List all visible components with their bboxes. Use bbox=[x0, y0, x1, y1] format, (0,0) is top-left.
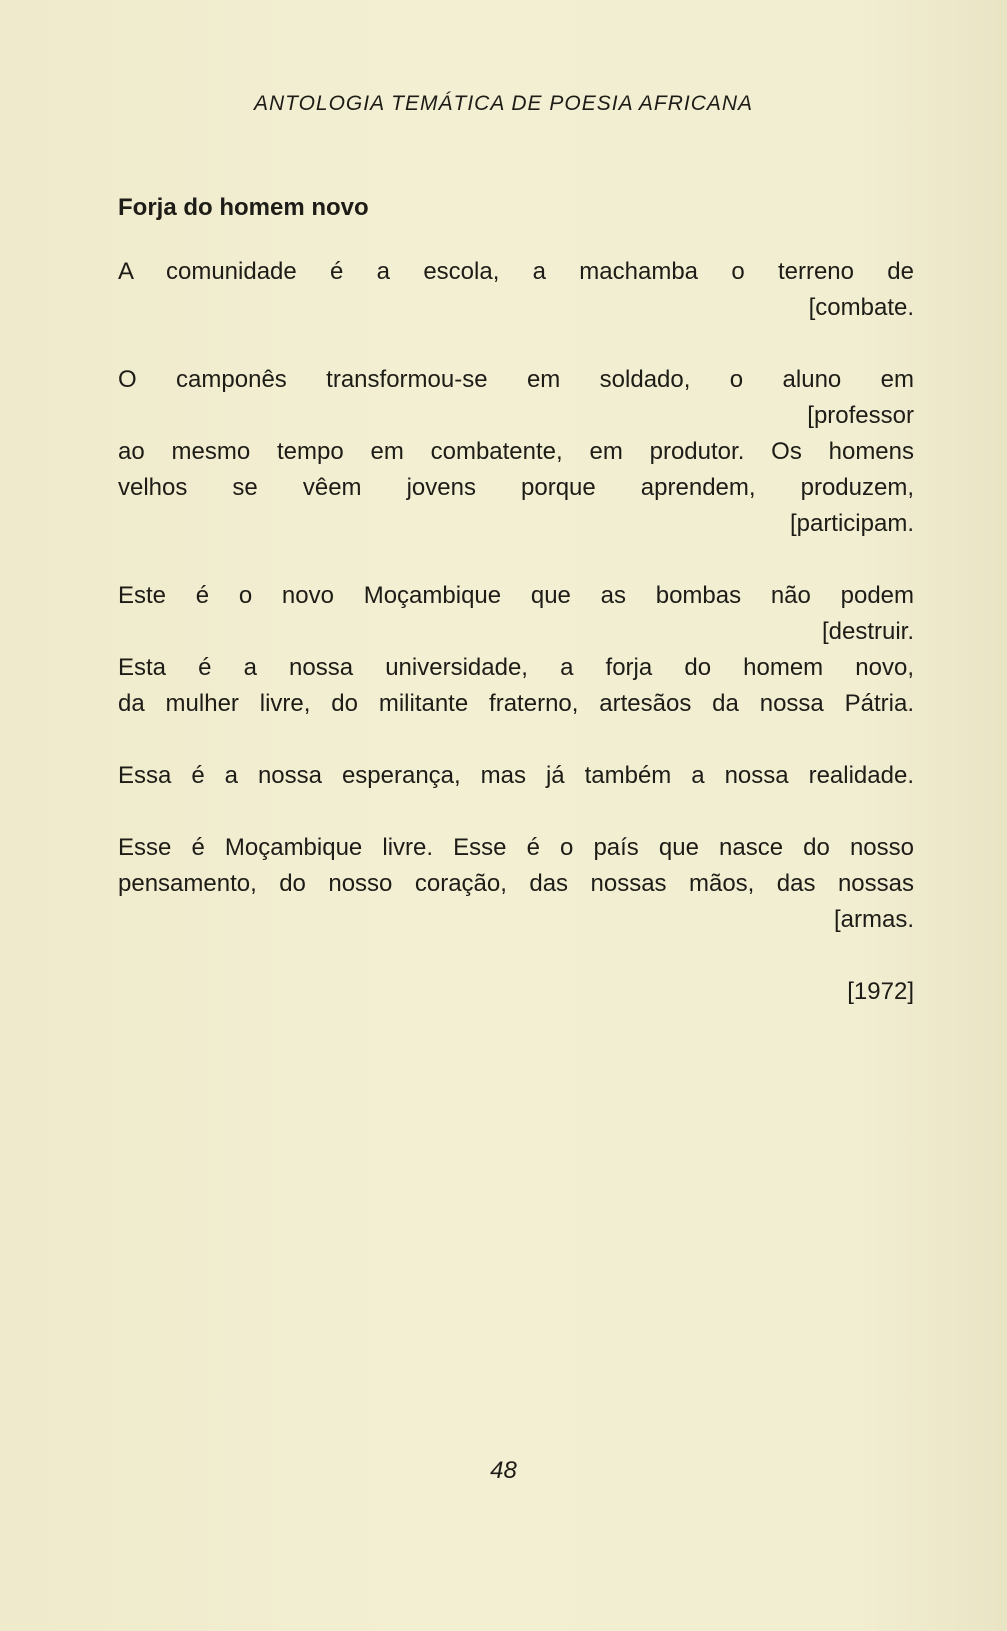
stanza-4 bbox=[118, 758, 914, 794]
poem-line: pensamento, do nosso coração, das nossas mãos, das nossas bbox=[118, 870, 914, 897]
poem-line: Essa é a nossa esperança, mas já também a nossa realidade. bbox=[118, 762, 914, 789]
poem-line-continuation: [destruir. bbox=[821, 618, 914, 645]
poem-line: Esse é Moçambique livre. Esse é o país que nasce do nosso bbox=[118, 834, 914, 861]
page-number: 48 bbox=[490, 1457, 517, 1484]
poem-line: velhos se vêem jovens porque aprendem, produzem, bbox=[118, 474, 914, 501]
stanza-1 bbox=[118, 254, 914, 326]
poem-line: A comunidade é a escola, a machamba o terreno de bbox=[118, 258, 914, 285]
poem-line-continuation: [professor bbox=[807, 402, 914, 429]
poem-date: [1972] bbox=[847, 978, 914, 1005]
poem-line: da mulher livre, do militante fraterno, artesãos da nossa Pátria. bbox=[118, 690, 914, 717]
poem-line: Esta é a nossa universidade, a forja do homem novo, bbox=[118, 654, 914, 681]
poem-line: ao mesmo tempo em combatente, em produtor. Os homens bbox=[118, 438, 914, 465]
poem-line-continuation: [participam. bbox=[789, 510, 914, 537]
poem bbox=[118, 190, 914, 1010]
running-header: ANTOLOGIA TEMÁTICA DE POESIA AFRICANA bbox=[253, 92, 754, 115]
stanza-5 bbox=[118, 830, 914, 938]
poem-line: Este é o novo Moçambique que as bombas não podem bbox=[118, 582, 914, 609]
stanza-2 bbox=[118, 362, 914, 542]
poem-line: O camponês transformou-se em soldado, o aluno em bbox=[118, 366, 914, 393]
stanza-3 bbox=[118, 578, 914, 722]
poem-line-continuation: [armas. bbox=[833, 906, 914, 933]
poem-line-continuation: [combate. bbox=[808, 294, 914, 321]
poem-title: Forja do homem novo bbox=[118, 194, 369, 221]
